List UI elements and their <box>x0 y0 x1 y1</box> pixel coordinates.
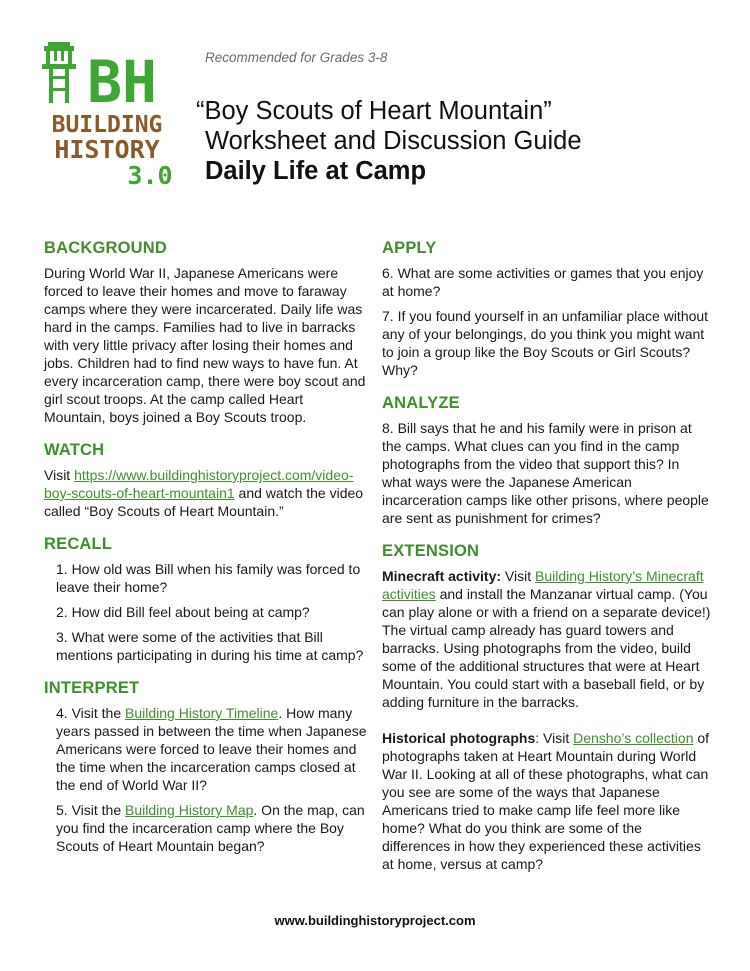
background-text: During World War II, Japanese Americans were forced to leave their homes and move to faraway camps where they were incarcerated. Daily life was hard in the camps. Families had to live in barracks with very little privacy after losing their homes and jobs. Children had to find new ways to have fun. At every incarceration camp, there were boy scout and girl scout troops. At the camp called Heart Mountain, boys joined a Boy Scouts troop. <box>44 265 366 425</box>
hp-post: of photographs taken at Heart Mountain during World War II. Looking at all of these photographs, what can you see are some of the ways that Japanese Americans tried to make camp life feel more like home? What do you think are some of the differences in how they experienced these activities at home, versus at camp? <box>382 730 710 872</box>
logo-graphic <box>40 40 174 188</box>
mc-post: and install the Manzanar virtual camp. (You can play alone or with a friend on a separate device!) The virtual camp already has guard towers and barracks. Using photographs from the video, build some of the additional structures that were at Heart Mountain. You could start with a baseball field, or by adding furniture in the barracks. <box>382 586 711 710</box>
question-5 <box>44 801 368 855</box>
question-3: 3. What were some of the activities that Bill mentions participating in during his time at camp? <box>56 629 364 663</box>
hp-pre: : Visit <box>535 730 574 746</box>
photographs-label: Historical photographs <box>382 730 536 746</box>
left-column <box>44 238 368 869</box>
minecraft-link[interactable]: Building History’s Minecraft activities <box>382 568 704 602</box>
watch-post: and watch the video called “Boy Scouts of Heart Mountain.” <box>44 485 364 519</box>
map-link[interactable]: Building History Map <box>125 802 254 818</box>
analyze-heading: ANALYZE <box>382 394 460 412</box>
question-4 <box>44 704 368 794</box>
q4-pre: 4. Visit the <box>56 705 126 721</box>
historical-photographs <box>382 729 712 873</box>
background-section <box>44 238 368 426</box>
minecraft-activity <box>382 567 712 711</box>
question-1: 1. How old was Bill when his family was forced to leave their home? <box>56 561 361 595</box>
interpret-section <box>44 678 368 855</box>
logo-line-3: 3.0 <box>127 161 173 188</box>
apply-heading: APPLY <box>382 239 437 257</box>
mc-pre: Visit <box>501 568 536 584</box>
analyze-section <box>382 393 712 527</box>
building-history-logo <box>40 40 174 188</box>
recall-heading: RECALL <box>44 535 113 553</box>
extension-heading: EXTENSION <box>382 542 480 560</box>
recall-section <box>44 534 368 664</box>
page-title: “Boy Scouts of Heart Mountain” <box>196 97 552 125</box>
interpret-heading: INTERPRET <box>44 679 140 697</box>
question-7: 7. If you found yourself in an unfamiliar place without any of your belongings, do you think you might want to join a group like the Boy Scouts or Girl Scouts? Why? <box>382 308 709 378</box>
densho-link[interactable]: Densho’s collection <box>573 730 694 746</box>
q5-pre: 5. Visit the <box>56 802 126 818</box>
page-topic: Daily Life at Camp <box>205 157 427 185</box>
minecraft-label: Minecraft activity: <box>382 568 502 584</box>
question-6: 6. What are some activities or games that you enjoy at home? <box>382 265 704 299</box>
question-2: 2. How did Bill feel about being at camp? <box>56 604 310 620</box>
video-link[interactable]: https://www.buildinghistoryproject.com/video-boy-scouts-of-heart-mountain1 <box>44 467 354 501</box>
title-block <box>196 96 716 186</box>
watch-pre: Visit <box>44 467 75 483</box>
q4-post: . How many years passed in between the time when Japanese Americans were forced to leave their homes and the time when the incarceration camps closed at the end of World War II? <box>56 705 367 793</box>
page-subtitle: Worksheet and Discussion Guide <box>205 127 582 155</box>
footer-url: www.buildinghistoryproject.com <box>274 913 476 928</box>
timeline-link[interactable]: Building History Timeline <box>125 705 279 721</box>
grade-recommendation: Recommended for Grades 3-8 <box>205 50 388 65</box>
question-8: 8. Bill says that he and his family were in prison at the camps. What clues can you find in the camp photographs from the video that support this? In what ways were the Japanese American incarceration camps like other prisons, where people are sent as punishment for crimes? <box>382 420 709 526</box>
logo-line-2: HISTORY <box>54 135 160 164</box>
logo-letters: BH <box>87 48 157 116</box>
watch-text <box>44 466 368 520</box>
logo-line-1: BUILDING <box>51 112 163 138</box>
apply-section <box>382 238 712 379</box>
watch-heading: WATCH <box>44 441 105 459</box>
q5-post: . On the map, can you find the incarceration camp where the Boy Scouts of Heart Mountain began? <box>56 802 365 854</box>
watchtower-icon <box>42 42 76 103</box>
background-heading: BACKGROUND <box>44 239 167 257</box>
watch-section <box>44 440 368 520</box>
right-column <box>382 238 712 887</box>
extension-section <box>382 541 712 873</box>
